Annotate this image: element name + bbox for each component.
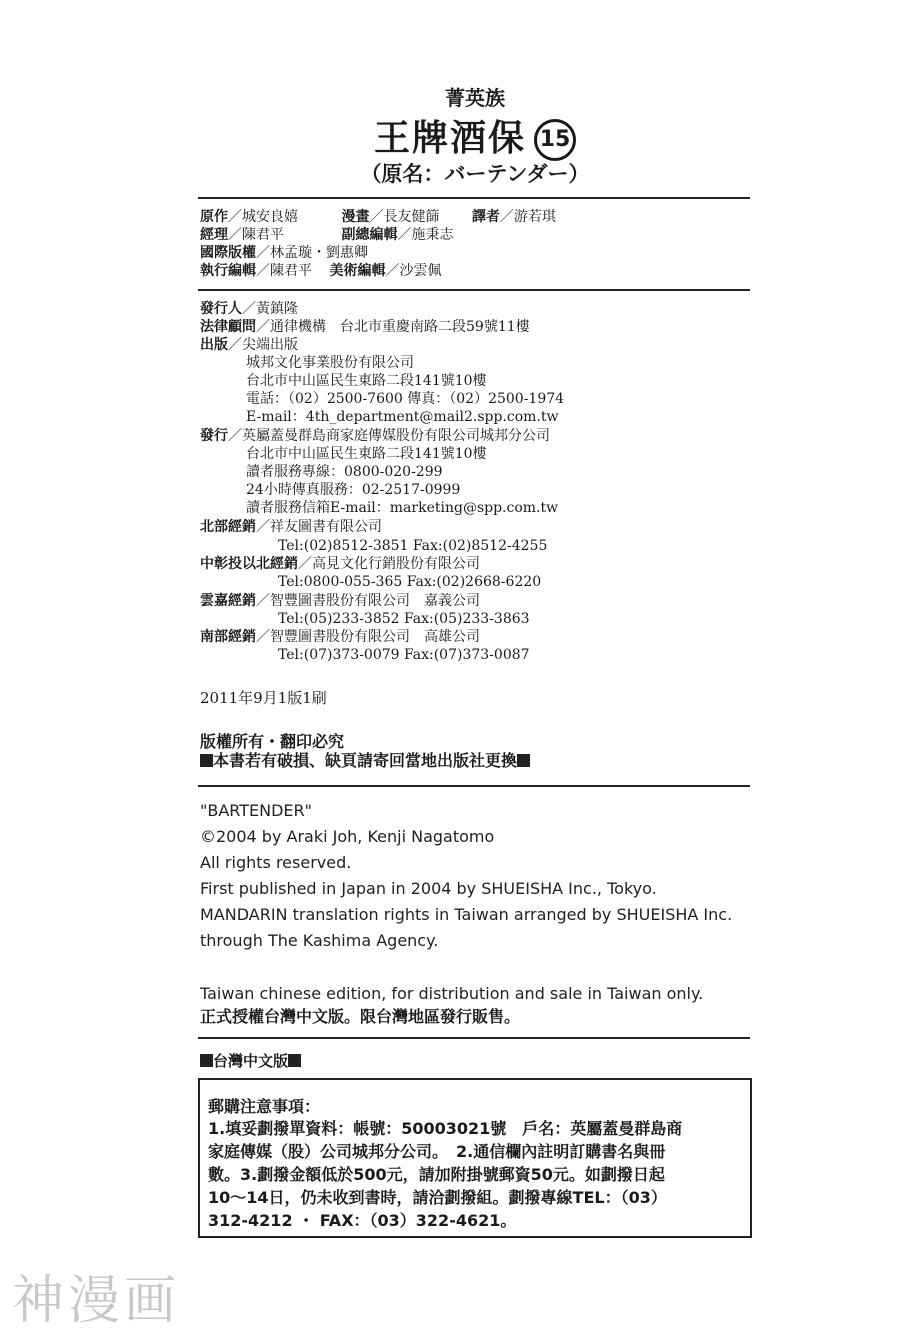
dealer-label: 雲嘉經銷	[200, 593, 256, 609]
title-text: 王牌酒保	[373, 118, 526, 159]
dealer-row: 中彰投以北經銷／高見文化行銷股份有限公司	[200, 556, 480, 572]
credit-label: 經理	[200, 227, 228, 243]
credit-value: 施秉志	[411, 227, 454, 243]
issuer-value: 黃鎮隆	[256, 301, 298, 317]
distribution-row: 發行／英屬蓋曼群島商家庭傳媒股份有限公司城邦分公司	[200, 428, 550, 444]
copyright-line: MANDARIN translation rights in Taiwan arranged by SHUEISHA Inc.	[200, 905, 733, 924]
distribution-line: 讀者服務專線：0800-020-299	[246, 464, 443, 480]
square-bullet-icon	[288, 1054, 301, 1067]
credit-label: 美術編輯	[329, 263, 386, 279]
publishing-line: E-mail：4th_department@mail2.spp.com.tw	[246, 409, 559, 425]
mail-order-line: 10～14日，仍未收到書時，請洽劃撥組。劃撥專線TEL：（03）	[208, 1188, 667, 1207]
dealer-tel: Tel:(02)8512-3851 Fax:(02)8512-4255	[278, 538, 548, 554]
dealer-row: 北部經銷／祥友圖書有限公司	[200, 519, 382, 535]
credit-label: 漫畫	[341, 209, 370, 225]
original-name: （原名：バーテンダー）	[360, 162, 590, 186]
mail-order-title: 郵購注意事項：	[208, 1097, 321, 1116]
dealer-row: 南部經銷／智豐圖書股份有限公司 高雄公司	[200, 629, 480, 645]
publishing-row: 出版／尖端出版	[200, 337, 298, 353]
publishing-label: 出版	[200, 337, 228, 353]
credit-value: 城安良嬉	[242, 209, 298, 225]
imprint: 菁英族	[445, 86, 505, 110]
credit-label: 譯者	[471, 209, 500, 225]
divider	[198, 785, 750, 787]
rights-line: 版權所有・翻印必究	[200, 732, 345, 751]
rights-text: 本書若有破損、缺頁請寄回當地出版社更換	[213, 751, 518, 770]
mail-order-line: 1.填妥劃撥單資料：帳號：50003021號 戶名：英屬蓋曼群島商	[208, 1119, 683, 1138]
distribution-line: 台北市中山區民生東路二段141號10樓	[246, 446, 487, 462]
credit-label: 副總編輯	[341, 227, 398, 243]
publishing-line: 台北市中山區民生東路二段141號10樓	[246, 373, 487, 389]
credit-label: 執行編輯	[200, 263, 256, 279]
volume-badge: 15	[534, 119, 576, 161]
dealer-label: 中彰投以北經銷	[200, 556, 298, 572]
square-bullet-icon	[200, 1054, 213, 1067]
mail-order-line: 數。3.劃撥金額低於500元，請加附掛號郵資50元。如劃撥日起	[208, 1165, 665, 1184]
edition-chinese: 正式授權台灣中文版。限台灣地區發行販售。	[200, 1007, 521, 1026]
divider	[198, 289, 750, 291]
distribution-line: 24小時傳真服務：02-2517-0999	[246, 482, 461, 498]
legal-value: 通律機構 台北市重慶南路二段59號11樓	[270, 319, 530, 335]
distribution-line: 讀者服務信箱E-mail：marketing@spp.com.tw	[246, 500, 559, 516]
mail-order-line: 家庭傳媒（股）公司城邦分公司。 2.通信欄內註明訂購書名與冊	[208, 1142, 666, 1161]
credits-row-3: 國際版權／林孟璇・劉惠卿	[200, 245, 368, 261]
rights-line-2	[200, 752, 530, 770]
credit-value: 游若琪	[513, 209, 556, 225]
edition-english: Taiwan chinese edition, for distribution and sale in Taiwan only.	[200, 984, 704, 1003]
dealer-value: 智豐圖書股份有限公司 嘉義公司	[270, 593, 480, 609]
dealer-tel: Tel:(07)373-0079 Fax:(07)373-0087	[278, 647, 530, 663]
publishing-line: 城邦文化事業股份有限公司	[246, 355, 414, 371]
credit-value: 陳君平	[270, 263, 312, 279]
credit-value: 沙雲佩	[399, 263, 442, 279]
section-label-text: 台灣中文版	[213, 1052, 289, 1070]
square-bullet-icon	[517, 754, 530, 767]
credit-label: 原作	[200, 209, 228, 225]
dealer-row: 雲嘉經銷／智豐圖書股份有限公司 嘉義公司	[200, 593, 480, 609]
publishing-line: 電話：（02）2500-7600 傳真：（02）2500-1974	[246, 391, 565, 407]
dealer-value: 祥友圖書有限公司	[270, 519, 382, 535]
credit-value: 林孟璇・劉惠卿	[270, 245, 368, 261]
dealer-label: 南部經銷	[200, 629, 256, 645]
dealer-value: 智豐圖書股份有限公司 高雄公司	[270, 629, 480, 645]
edition-date: 2011年9月1版1刷	[200, 689, 327, 707]
square-bullet-icon	[200, 754, 213, 767]
issuer-row: 發行人／黃鎮隆	[200, 301, 298, 317]
legal-row: 法律顧問／通律機構 台北市重慶南路二段59號11樓	[200, 319, 530, 335]
copyright-line: through The Kashima Agency.	[200, 931, 439, 950]
distribution-label: 發行	[200, 428, 228, 444]
credit-value: 長友健篩	[383, 209, 440, 225]
issuer-label: 發行人	[200, 301, 242, 317]
copyright-line: "BARTENDER"	[200, 801, 312, 820]
copyright-line: First published in Japan in 2004 by SHUEISHA Inc., Tokyo.	[200, 879, 657, 898]
mail-order-line: 312-4212 ・ FAX：（03）322-4621。	[208, 1211, 517, 1230]
copyright-line: ©2004 by Araki Joh, Kenji Nagatomo	[200, 827, 495, 846]
distribution-value: 英屬蓋曼群島商家庭傳媒股份有限公司城邦分公司	[242, 428, 550, 444]
credit-value: 陳君平	[242, 227, 284, 243]
credits-row-2: 經理／陳君平 副總編輯／施秉志	[200, 227, 454, 243]
dealer-label: 北部經銷	[200, 519, 256, 535]
divider	[198, 1037, 750, 1039]
dealer-value: 高見文化行銷股份有限公司	[312, 556, 480, 572]
copyright-line: All rights reserved.	[200, 853, 352, 872]
book-title	[0, 110, 900, 161]
divider	[198, 197, 750, 199]
credits-row-1: 原作／城安良嬉 漫畫／長友健篩 譯者／游若琪	[200, 209, 556, 225]
credits-row-4: 執行編輯／陳君平 美術編輯／沙雲佩	[200, 263, 442, 279]
publishing-value: 尖端出版	[242, 337, 298, 353]
watermark: 神漫画	[12, 1271, 181, 1331]
credit-label: 國際版權	[200, 245, 256, 261]
section-label	[200, 1052, 301, 1070]
legal-label: 法律顧問	[200, 319, 256, 335]
dealer-tel: Tel:(05)233-3852 Fax:(05)233-3863	[278, 611, 530, 627]
dealer-tel: Tel:0800-055-365 Fax:(02)2668-6220	[278, 574, 542, 590]
